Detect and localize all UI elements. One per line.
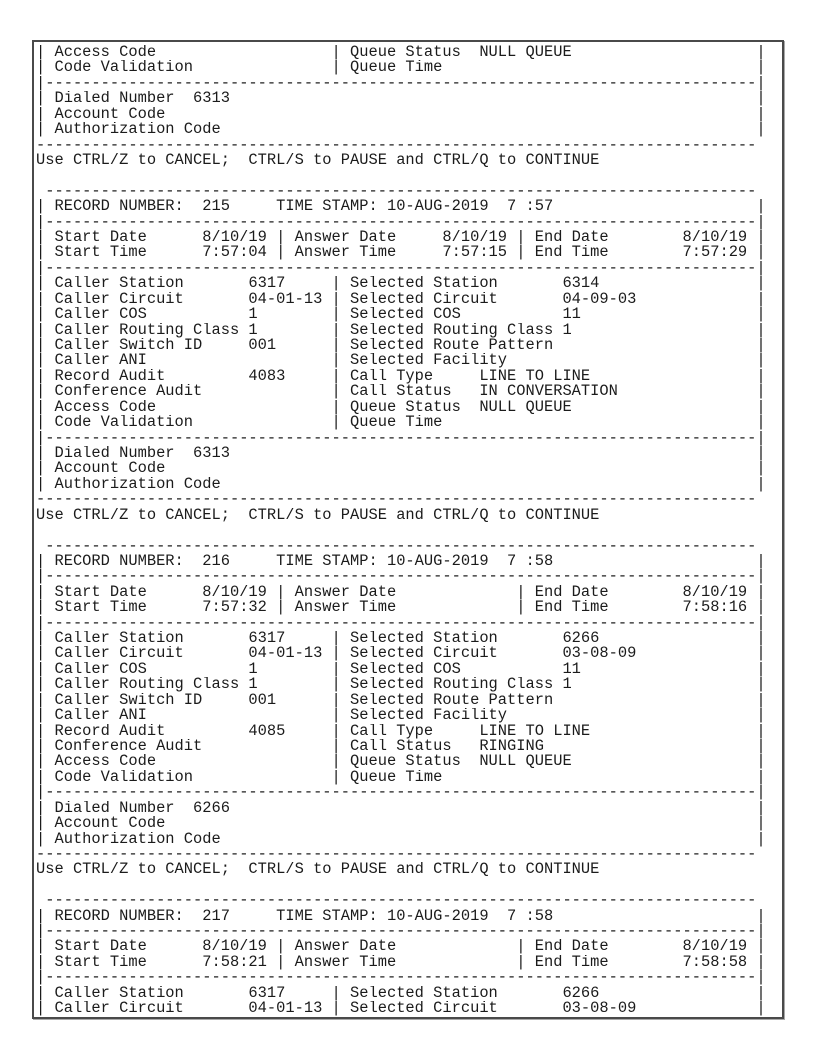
dialed-field-line: | Dialed Number 6266 | xyxy=(36,800,766,817)
section-divider-line: |-----------------------------------------------------------------------------| xyxy=(36,615,766,632)
detail-field-line: | Conference Audit | Call Status IN CONVERSATION | xyxy=(36,384,766,400)
detail-field-line: | Caller ANI | Selected Facility | xyxy=(36,353,766,369)
time-field-line: | Start Time 7:57:04 | Answer Time 7:57:15 | End Time 7:57:29 | xyxy=(36,245,766,261)
record-block-top-divider: ----------------------------------------------------------------------------- xyxy=(36,183,757,200)
detail-field-line: | Conference Audit | Call Status RINGING | xyxy=(36,738,766,755)
record-block-top-divider: ----------------------------------------------------------------------------- xyxy=(36,893,757,909)
time-field-line: | Start Date 8/10/19 | Answer Date | End Date 8/10/19 | xyxy=(36,939,766,955)
detail-field-line: | Code Validation | Queue Time | xyxy=(36,769,766,786)
section-divider-line: |-----------------------------------------------------------------------------| xyxy=(36,75,766,92)
detail-field-line: | Caller Station 6317 | Selected Station 6266 | xyxy=(36,631,766,647)
detail-field-line: | Access Code | Queue Status NULL QUEUE | xyxy=(36,754,766,770)
detail-field-line: | Record Audit 4085 | Call Type LINE TO LINE | xyxy=(36,723,766,739)
terminal-prompt-line: Use CTRL/Z to CANCEL; CTRL/S to PAUSE and CTRL/Q to CONTINUE xyxy=(36,152,600,169)
record-header-line: | RECORD NUMBER: 215 TIME STAMP: 10-AUG-2019 7 :57 | xyxy=(36,199,766,215)
record-block-top-divider: ----------------------------------------------------------------------------- xyxy=(36,538,757,554)
record-header-line: | RECORD NUMBER: 216 TIME STAMP: 10-AUG-2019 7 :58 | xyxy=(36,553,766,570)
detail-field-line: | Access Code | Queue Status NULL QUEUE | xyxy=(36,399,766,416)
dialed-field-line: | Authorization Code | xyxy=(36,476,766,493)
time-field-line: | Start Time 7:57:32 | Answer Time | End Time 7:58:16 | xyxy=(36,600,766,616)
dialed-field-line: | Dialed Number 6313 | xyxy=(36,91,766,107)
detail-field-line: | Code Validation | Queue Time | xyxy=(36,415,766,431)
dialed-field-line: | Authorization Code | xyxy=(36,122,766,138)
record-end-divider: ------------------------------------------------------------------------------ xyxy=(36,492,757,508)
detail-field-line: | Caller ANI | Selected Facility | xyxy=(36,708,766,724)
dialed-field-line: | Account Code | xyxy=(36,106,766,123)
time-field-line: | Start Date 8/10/19 | Answer Date | End Date 8/10/19 | xyxy=(36,584,766,601)
dialed-field-line: | Dialed Number 6313 | xyxy=(36,445,766,462)
dialed-field-line: | Account Code | xyxy=(36,816,766,832)
blank-line xyxy=(36,878,782,893)
detail-field-line: | Access Code | Queue Status NULL QUEUE | xyxy=(36,45,766,61)
terminal-output xyxy=(36,45,782,1017)
detail-field-line: | Caller Circuit 04-01-13 | Selected Circuit 04-09-03 | xyxy=(36,291,766,308)
dialed-field-line: | Account Code | xyxy=(36,461,766,477)
detail-field-line: | Caller Circuit 04-01-13 | Selected Circuit 03-08-09 | xyxy=(36,1001,766,1017)
time-field-line: | Start Date 8/10/19 | Answer Date 8/10/19 | End Date 8/10/19 | xyxy=(36,230,766,246)
record-end-divider: ------------------------------------------------------------------------------ xyxy=(36,846,757,863)
section-divider-line: |-----------------------------------------------------------------------------| xyxy=(36,214,766,231)
time-field-line: | Start Time 7:58:21 | Answer Time | End Time 7:58:58 | xyxy=(36,954,766,971)
detail-field-line: | Caller COS 1 | Selected COS 11 | xyxy=(36,661,766,678)
detail-field-line: | Caller Routing Class 1 | Selected Routing Class 1 | xyxy=(36,322,766,339)
section-divider-line: |-----------------------------------------------------------------------------| xyxy=(36,924,766,940)
terminal-prompt-line: Use CTRL/Z to CANCEL; CTRL/S to PAUSE and CTRL/Q to CONTINUE xyxy=(36,507,600,524)
section-divider-line: |-----------------------------------------------------------------------------| xyxy=(36,785,766,801)
section-divider-line: |-----------------------------------------------------------------------------| xyxy=(36,970,766,986)
section-divider-line: |-----------------------------------------------------------------------------| xyxy=(36,569,766,585)
detail-field-line: | Code Validation | Queue Time | xyxy=(36,60,766,76)
detail-field-line: | Caller Station 6317 | Selected Station 6314 | xyxy=(36,276,766,292)
blank-line xyxy=(36,523,782,538)
record-header-line: | RECORD NUMBER: 217 TIME STAMP: 10-AUG-2019 7 :58 | xyxy=(36,908,766,925)
cdr-log-page xyxy=(32,40,784,1019)
record-end-divider: ------------------------------------------------------------------------------ xyxy=(36,137,757,153)
detail-field-line: | Caller Switch ID 001 | Selected Route Pattern | xyxy=(36,692,766,709)
detail-field-line: | Caller Switch ID 001 | Selected Route Pattern | xyxy=(36,338,766,354)
detail-field-line: | Caller Circuit 04-01-13 | Selected Circuit 03-08-09 | xyxy=(36,646,766,662)
dialed-field-line: | Authorization Code | xyxy=(36,831,766,847)
section-divider-line: |-----------------------------------------------------------------------------| xyxy=(36,430,766,446)
detail-field-line: | Caller Station 6317 | Selected Station 6266 | xyxy=(36,985,766,1002)
detail-field-line: | Caller COS 1 | Selected COS 11 | xyxy=(36,307,766,323)
detail-field-line: | Record Audit 4083 | Call Type LINE TO LINE | xyxy=(36,368,766,385)
terminal-prompt-line: Use CTRL/Z to CANCEL; CTRL/S to PAUSE and CTRL/Q to CONTINUE xyxy=(36,862,600,878)
blank-line xyxy=(36,168,782,183)
section-divider-line: |-----------------------------------------------------------------------------| xyxy=(36,260,766,277)
detail-field-line: | Caller Routing Class 1 | Selected Routing Class 1 | xyxy=(36,677,766,693)
